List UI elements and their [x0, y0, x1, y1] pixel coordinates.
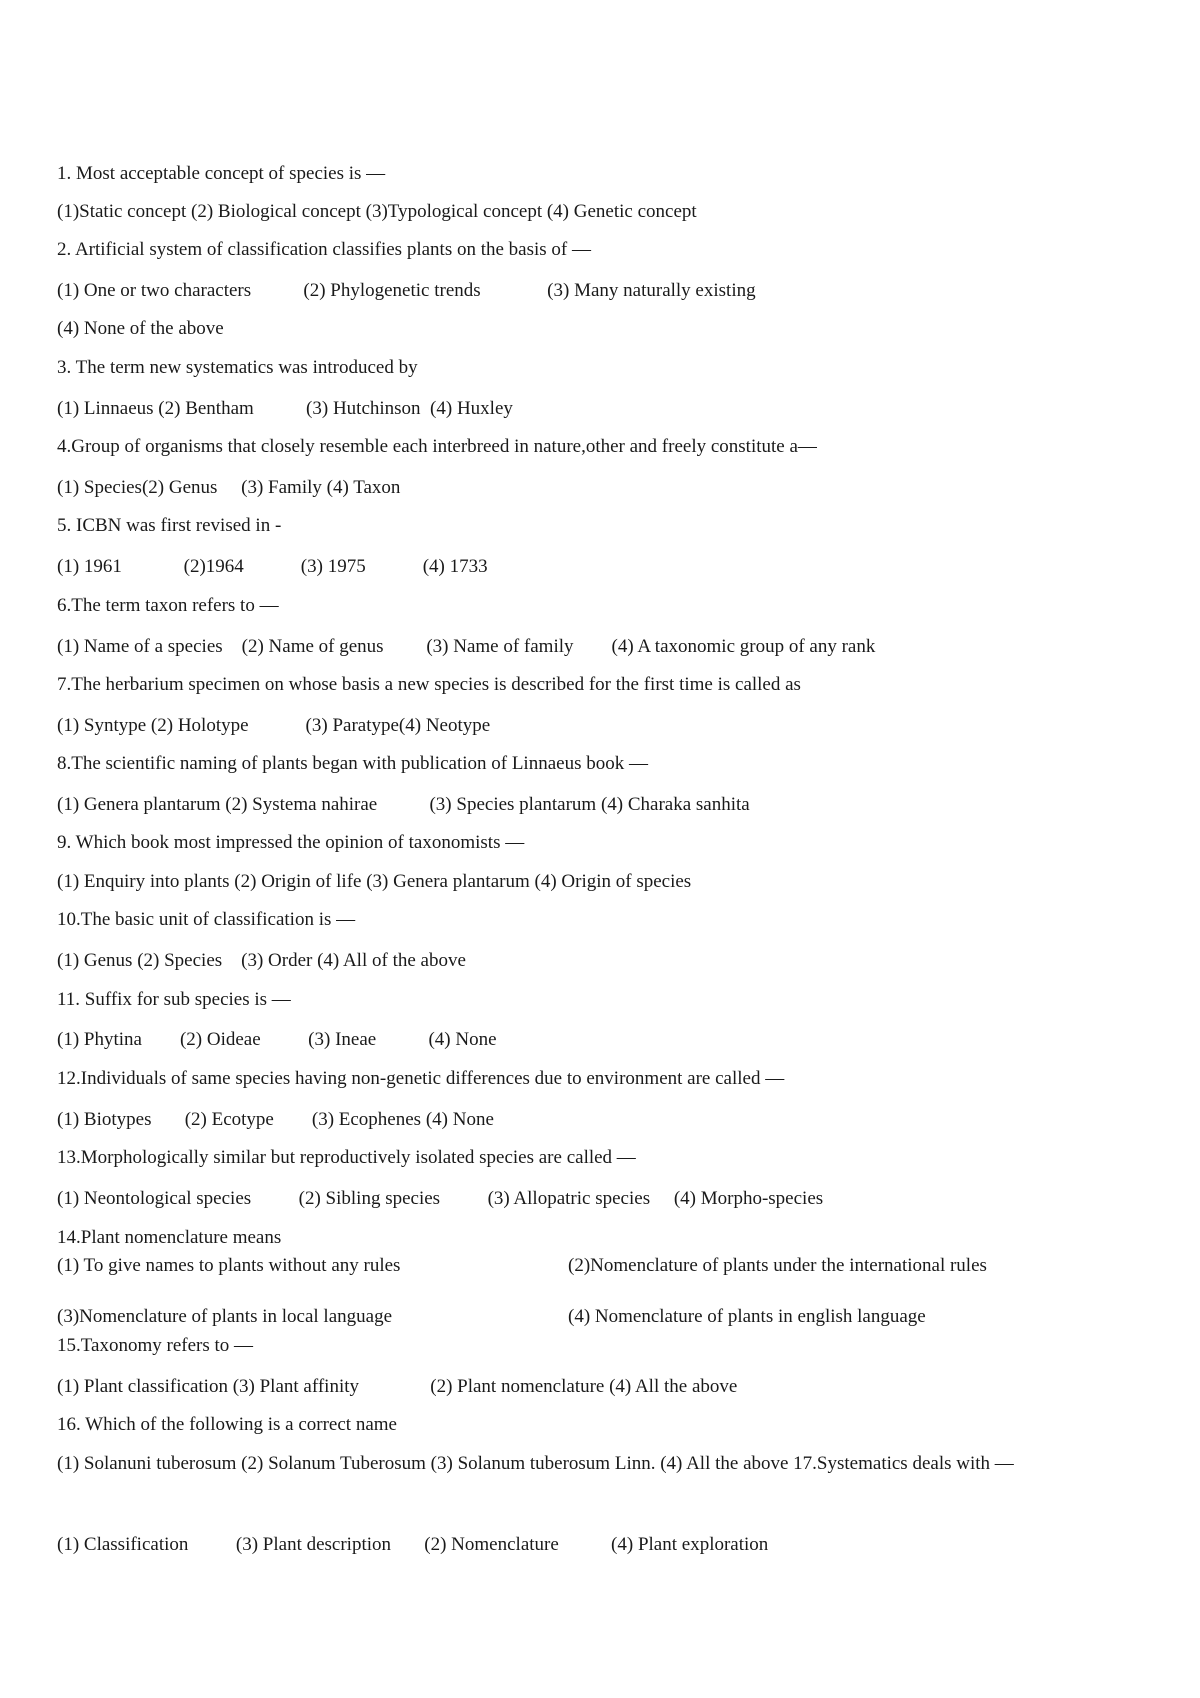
- question-15-options: (1) Plant classification (3) Plant affinity (2) Plant nomenclature (4) All the above: [57, 1376, 738, 1397]
- question-16: 16. Which of the following is a correct name: [57, 1414, 397, 1435]
- question-4-options: (1) Species(2) Genus (3) Family (4) Taxon: [57, 477, 401, 498]
- question-1-options: (1)Static concept (2) Biological concept (3)Typological concept (4) Genetic concept: [57, 201, 697, 222]
- question-10-options: (1) Genus (2) Species (3) Order (4) All of the above: [57, 950, 466, 971]
- question-14-option-2: (2)Nomenclature of plants under the international rules: [568, 1255, 987, 1276]
- question-17-options: (1) Classification (3) Plant description (2) Nomenclature (4) Plant exploration: [57, 1534, 769, 1555]
- question-2: 2. Artificial system of classification classifies plants on the basis of —: [57, 239, 592, 260]
- question-9-options: (1) Enquiry into plants (2) Origin of life (3) Genera plantarum (4) Origin of species: [57, 871, 692, 892]
- question-8: 8.The scientific naming of plants began with publication of Linnaeus book —: [57, 753, 648, 774]
- question-3-options: (1) Linnaeus (2) Bentham (3) Hutchinson (4) Huxley: [57, 398, 513, 419]
- question-9: 9. Which book most impressed the opinion of taxonomists —: [57, 832, 525, 853]
- question-14: 14.Plant nomenclature means: [57, 1227, 282, 1248]
- question-6: 6.The term taxon refers to —: [57, 595, 279, 616]
- question-11-options: (1) Phytina (2) Oideae (3) Ineae (4) None: [57, 1029, 497, 1050]
- question-15: 15.Taxonomy refers to —: [57, 1335, 254, 1356]
- question-5-options: (1) 1961 (2)1964 (3) 1975 (4) 1733: [57, 556, 488, 577]
- question-11: 11. Suffix for sub species is —: [57, 989, 291, 1010]
- question-14-option-3: (3)Nomenclature of plants in local language: [57, 1306, 393, 1327]
- question-13-options: (1) Neontological species (2) Sibling species (3) Allopatric species (4) Morpho-species: [57, 1188, 824, 1209]
- question-8-options: (1) Genera plantarum (2) Systema nahirae (3) Species plantarum (4) Charaka sanhita: [57, 794, 750, 815]
- question-14-option-4: (4) Nomenclature of plants in english language: [568, 1306, 926, 1327]
- question-4: 4.Group of organisms that closely resemble each interbreed in nature,other and freely constitute a—: [57, 436, 817, 457]
- question-7: 7.The herbarium specimen on whose basis a new species is described for the first time is called as: [57, 674, 801, 695]
- question-14-option-1: (1) To give names to plants without any rules: [57, 1255, 401, 1276]
- question-2-options-continued: (4) None of the above: [57, 318, 224, 339]
- question-16-options-and-question-17: (1) Solanuni tuberosum (2) Solanum Tuberosum (3) Solanum tuberosum Linn. (4) All the above 17.Systematics deals with —: [57, 1453, 1014, 1474]
- question-3: 3. The term new systematics was introduced by: [57, 357, 418, 378]
- question-2-options: (1) One or two characters (2) Phylogenetic trends (3) Many naturally existing: [57, 280, 756, 301]
- question-13: 13.Morphologically similar but reproductively isolated species are called —: [57, 1147, 636, 1168]
- question-12-options: (1) Biotypes (2) Ecotype (3) Ecophenes (4) None: [57, 1109, 494, 1130]
- question-12: 12.Individuals of same species having non-genetic differences due to environment are called —: [57, 1068, 785, 1089]
- question-10: 10.The basic unit of classification is —: [57, 909, 356, 930]
- question-1: 1. Most acceptable concept of species is —: [57, 163, 386, 184]
- question-5: 5. ICBN was first revised in -: [57, 515, 282, 536]
- question-6-options: (1) Name of a species (2) Name of genus (3) Name of family (4) A taxonomic group of any rank: [57, 636, 876, 657]
- question-7-options: (1) Syntype (2) Holotype (3) Paratype(4) Neotype: [57, 715, 491, 736]
